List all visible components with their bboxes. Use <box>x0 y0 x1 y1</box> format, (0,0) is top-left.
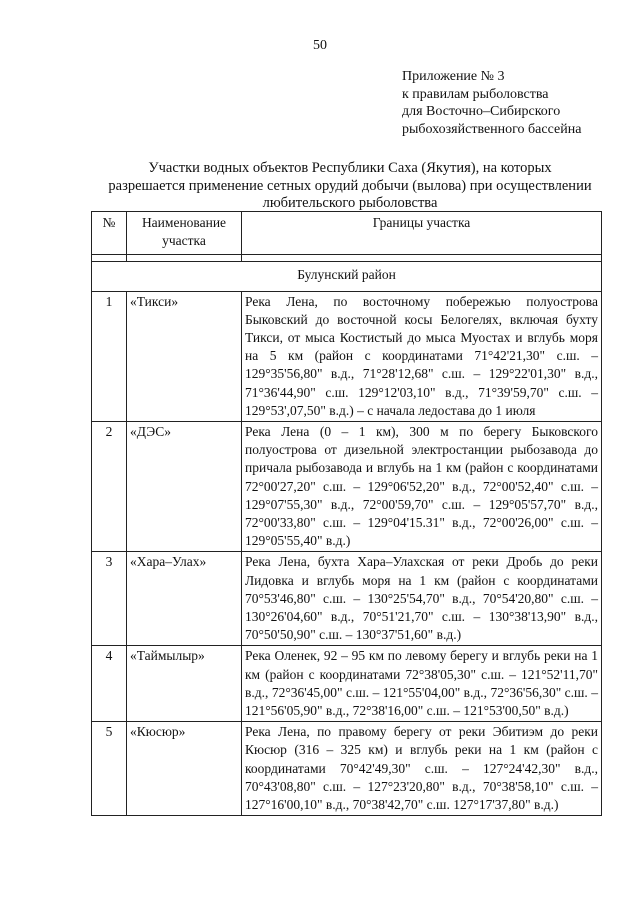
gap-cell <box>92 255 127 262</box>
row-num: 3 <box>92 552 127 646</box>
title-line: Участки водных объектов Республики Саха (Якутия), на которых <box>148 160 552 176</box>
row-num: 2 <box>92 422 127 552</box>
table-row <box>92 422 602 552</box>
fishing-areas-table <box>91 211 602 816</box>
appendix-line: для Восточно–Сибирского <box>402 104 561 119</box>
row-name: «Хара–Улах» <box>127 552 242 646</box>
header-bounds: Границы участка <box>242 212 602 255</box>
row-name: «ДЭС» <box>127 422 242 552</box>
page-number: 50 <box>313 38 327 53</box>
row-name: «Таймылыр» <box>127 646 242 722</box>
table-row <box>92 291 602 421</box>
title-line: разрешается применение сетных орудий добычи (вылова) при осуществлении <box>108 177 592 194</box>
row-num: 4 <box>92 646 127 722</box>
table-row <box>92 552 602 646</box>
title-line: любительского рыболовства <box>262 195 438 211</box>
appendix-line: к правилам рыболовства <box>402 86 549 102</box>
district-name: Булунский район <box>92 262 602 291</box>
appendix-line: Приложение № 3 <box>402 69 505 84</box>
appendix-line: рыбохозяйственного бассейна <box>402 121 582 137</box>
table-header-row <box>92 212 602 255</box>
row-name: «Тикси» <box>127 291 242 421</box>
gap-cell <box>242 255 602 262</box>
row-bounds: Река Оленек, 92 – 95 км по левому берегу и вглубь реки на 1 км (район с координатами 72°38'05,30" с.ш. – 121°52'11,70" в.д., 72°36'45,00" с.ш. – 121°55'04,00" в.д., 72°36'56,30" с.ш. – 121°56'05,90" в.д., 72°38'16,00" с.ш. – 121°53'00,50" в.д.) <box>242 646 602 722</box>
row-bounds: Река Лена, по правому берегу от реки Эбитиэм до реки Кюсюр (316 – 325 км) и вглубь реки на 1 км (район с координатами 70°42'49,30" с.ш. – 127°24'42,30" в.д., 70°43'08,80" с.ш. – 127°23'20,80" в.д., 70°38'58,10" с.ш. – 127°16'00,10" в.д., 70°38'42,70" с.ш. 127°17'37,80" в.д.) <box>242 722 602 816</box>
document-title <box>70 160 630 213</box>
header-name: Наименование участка <box>127 212 242 255</box>
row-bounds: Река Лена (0 – 1 км), 300 м по берегу Быковского полуострова от дизельной электростанции рыбозавода до причала рыбозавода и вглубь на 1 км (район с координатами 72°00'27,20" с.ш. – 129°06'52,20" в.д., 72°00'52,40" с.ш. – 129°07'55,30" в.д., 72°00'59,70" с.ш. – 129°05'57,70" в.д., 72°00'33,80" с.ш. – 129°04'15.31" в.д., 72°00'26,00" с.ш. – 129°05'55,40" в.д.) <box>242 422 602 552</box>
district-row <box>92 262 602 291</box>
row-name: «Кюсюр» <box>127 722 242 816</box>
appendix-note <box>402 68 632 138</box>
table-row <box>92 646 602 722</box>
table-row <box>92 722 602 816</box>
row-num: 1 <box>92 291 127 421</box>
row-bounds: Река Лена, бухта Хара–Улахская от реки Дробь до реки Лидовка и вглубь моря на 1 км (район с координатами 70°53'46,80" с.ш. – 130°25'54,70" в.д., 70°54'20,80" с.ш. – 130°26'04,60" в.д., 70°51'21,70" с.ш. – 130°38'13,90" в.д., 70°50'50,90" с.ш. – 130°37'51,60" в.д.) <box>242 552 602 646</box>
header-num: № <box>92 212 127 255</box>
header-gap-row <box>92 255 602 262</box>
gap-cell <box>127 255 242 262</box>
row-num: 5 <box>92 722 127 816</box>
row-bounds: Река Лена, по восточному побережью полуострова Быковский до восточной косы Белогелях, включая бухту Тикси, от мыса Костистый до мыса Муостах и вглубь моря на 5 км (район с координатами 71°42'21,30" с.ш. – 129°35'56,80" в.д., 71°28'12,68" с.ш. – 129°22'01,30" в.д., 71°36'44,90" с.ш. 129°12'03,10" в.д., 71°39'59,70" с.ш. – 129°53',07,50" в.д.) – с начала ледостава до 1 июля <box>242 291 602 421</box>
